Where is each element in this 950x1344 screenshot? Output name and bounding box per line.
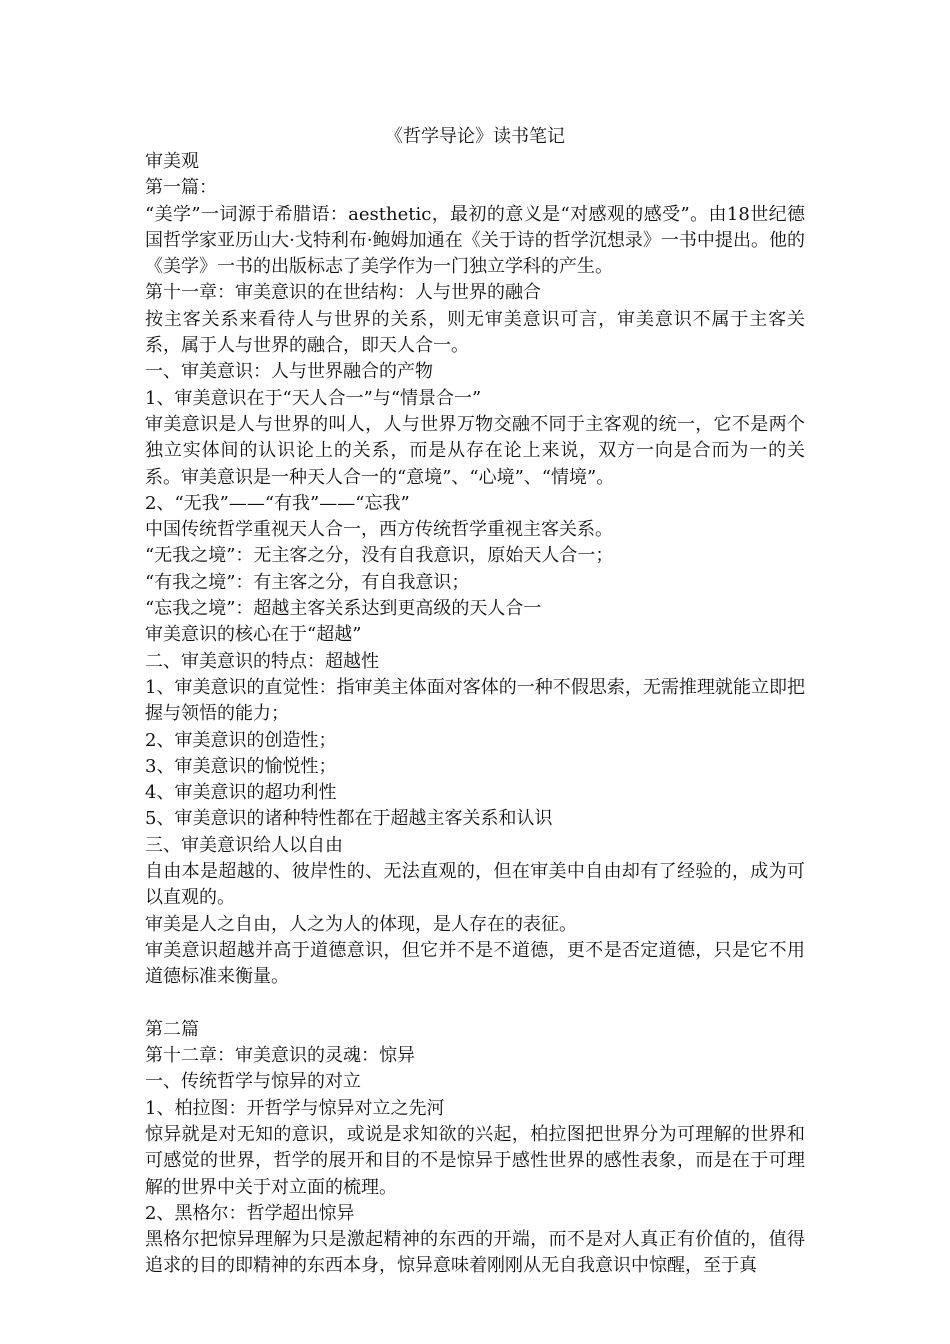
paragraph: 审美观 — [145, 151, 199, 172]
paragraph: “美学”一词源于希腊语：aesthetic，最初的意义是“对感观的感受”。由18世纪德国哲学家亚历山大·戈特利布·鲍姆加通在《关于诗的哲学沉想录》一书中提出。他的《美学》一书的出版标志了美学作为一门独立学科的产生。 — [145, 203, 805, 278]
paragraph: 一、传统哲学与惊异的对立 — [145, 1071, 361, 1093]
paragraph: 第二篇 — [145, 1018, 199, 1040]
document-body — [145, 149, 805, 1280]
paragraph: 二、审美意识的特点：超越性 — [145, 650, 379, 672]
paragraph: 2、“无我”——“有我”——“忘我” — [145, 492, 410, 514]
blank-line — [145, 991, 805, 1017]
paragraph: 中国传统哲学重视天人合一，西方传统哲学重视主客关系。 — [145, 519, 613, 541]
paragraph: 审美意识是人与世界的叫人，人与世界万物交融不同于主客观的统一，它不是两个独立实体间的认识论上的关系，而是从存在论上来说，双方一向是合而为一的关系。审美意识是一种天人合一的“意境”、“心境”、“情境”。 — [145, 413, 805, 488]
paragraph: 2、黑格尔：哲学超出惊异 — [145, 1202, 355, 1224]
paragraph: 一、审美意识：人与世界融合的产物 — [145, 361, 433, 383]
paragraph: 2、审美意识的创造性； — [145, 729, 337, 751]
paragraph: 1、审美意识在于“天人合一”与“情景合一” — [145, 387, 482, 409]
paragraph: 第十一章：审美意识的在世结构：人与世界的融合 — [145, 282, 541, 304]
paragraph: “无我之境”：无主客之分，没有自我意识，原始天人合一； — [145, 545, 614, 567]
paragraph: 审美意识的核心在于“超越” — [145, 624, 362, 646]
paragraph: 第一篇： — [145, 177, 217, 199]
paragraph: 按主客关系来看待人与世界的关系，则无审美意识可言，审美意识不属于主客关系，属于人与世界的融合，即天人合一。 — [145, 308, 805, 357]
document-title: 《哲学导论》读书笔记 — [385, 126, 565, 147]
paragraph: “忘我之境”：超越主客关系达到更高级的天人合一 — [145, 598, 542, 620]
paragraph: 审美是人之自由，人之为人的体现，是人存在的表征。 — [145, 913, 577, 935]
paragraph: 黑格尔把惊异理解为只是激起精神的东西的开端，而不是对人真正有价值的，值得追求的目的即精神的东西本身，惊异意味着刚刚从无自我意识中惊醒，至于真 — [145, 1229, 805, 1277]
paragraph: 5、审美意识的诸种特性都在于超越主客关系和认识 — [145, 808, 553, 830]
paragraph: 1、柏拉图：开哲学与惊异对立之先河 — [145, 1097, 445, 1119]
paragraph: 自由本是超越的、彼岸性的、无法直观的，但在审美中自由却有了经验的，成为可以直观的。 — [145, 861, 805, 909]
paragraph: 第十二章：审美意识的灵魂：惊异 — [145, 1045, 415, 1067]
paragraph: “有我之境”：有主客之分，有自我意识； — [145, 571, 470, 593]
paragraph: 惊异就是对无知的意识，或说是求知欲的兴起，柏拉图把世界分为可理解的世界和可感觉的世界，哲学的展开和目的不是惊异于感性世界的感性表象，而是在于可理解的世界中关于对立面的梳理。 — [145, 1123, 805, 1198]
paragraph: 三、审美意识给人以自由 — [145, 834, 343, 856]
paragraph: 审美意识超越并高于道德意识，但它并不是不道德，更不是否定道德，只是它不用道德标准来衡量。 — [145, 939, 805, 988]
paragraph: 3、审美意识的愉悦性； — [145, 755, 337, 777]
paragraph: 4、审美意识的超功利性 — [145, 782, 337, 804]
paragraph: 1、审美意识的直觉性：指审美主体面对客体的一种不假思索，无需推理就能立即把握与领悟的能力； — [145, 676, 805, 725]
